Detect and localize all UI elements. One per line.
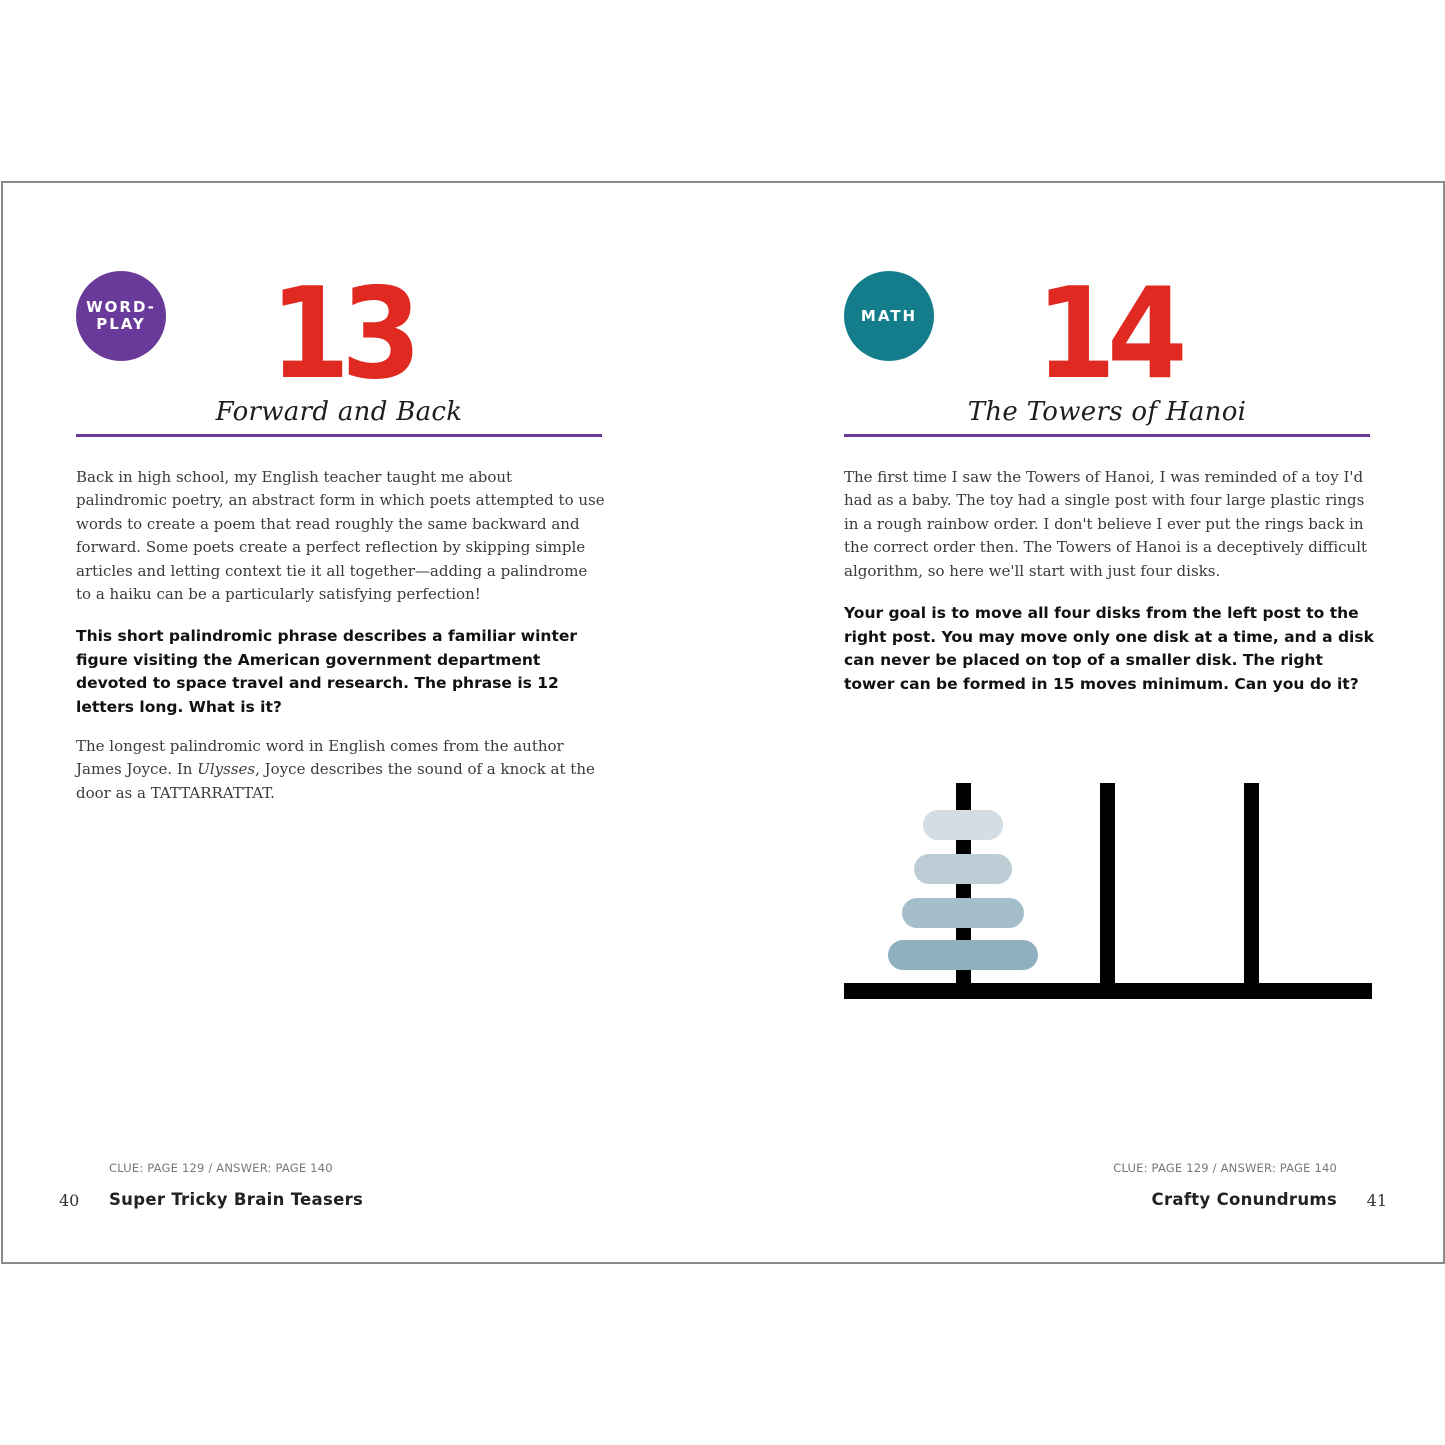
fact-text-after: , Joyce describes the sound of a knock at the door as a TATTARRATTAT. bbox=[76, 760, 595, 802]
page-number: 41 bbox=[1366, 1191, 1387, 1210]
book-title: Ulysses bbox=[197, 760, 256, 779]
badge-line-2: PLAY bbox=[96, 315, 146, 333]
intro-paragraph: The first time I saw the Towers of Hanoi, I was reminded of a toy I'd had as a baby. The toy had a single post with four large plastic rings in a rough rainbow order. I don't believe I ever put the rings back in the correct order then. The Towers of Hanoi is a deceptively difficult algorithm, so here we'll start with just four disks. bbox=[844, 468, 1368, 580]
book-spread bbox=[1, 181, 1445, 1264]
category-badge-math bbox=[844, 271, 934, 361]
category-badge-wordplay bbox=[76, 271, 166, 361]
disk-3 bbox=[902, 898, 1024, 928]
running-head: Crafty Conundrums bbox=[1151, 1190, 1337, 1209]
disk-2 bbox=[914, 854, 1012, 884]
running-head: Super Tricky Brain Teasers bbox=[109, 1190, 364, 1209]
towers-of-hanoi-illustration bbox=[844, 773, 1372, 1003]
puzzle-number: 14 bbox=[1035, 260, 1179, 407]
puzzle-title: The Towers of Hanoi bbox=[967, 397, 1247, 427]
puzzle-title: Forward and Back bbox=[215, 397, 463, 427]
puzzle-question: This short palindromic phrase describes a familiar winter figure visiting the American government department devoted to space travel and research. The phrase is 12 letters long. What is it? bbox=[76, 627, 578, 716]
intro-paragraph: Back in high school, my English teacher taught me about palindromic poetry, an abstract form in which poets attempted to use words to create a poem that read roughly the same backward and forward. Some poets create a perfect reflection by skipping simple articles and letting context tie it all together—adding a palindrome to a haiku can be a particularly satisfying perfection! bbox=[76, 468, 605, 604]
puzzle-number: 13 bbox=[269, 260, 413, 407]
fact-text-before: The longest palindromic word in English comes from the author James Joyce. In bbox=[76, 737, 564, 779]
disk-4 bbox=[888, 940, 1038, 970]
right-post bbox=[1244, 783, 1259, 991]
left-page bbox=[3, 183, 723, 1262]
title-rule bbox=[76, 434, 602, 437]
right-page bbox=[723, 183, 1443, 1262]
page-number: 40 bbox=[59, 1191, 80, 1210]
fact-paragraph bbox=[76, 735, 606, 805]
clue-reference: CLUE: PAGE 129 / ANSWER: PAGE 140 bbox=[109, 1161, 333, 1175]
badge-label: MATH bbox=[860, 306, 918, 325]
badge-line-1: WORD- bbox=[86, 298, 156, 316]
title-rule bbox=[844, 434, 1370, 437]
clue-reference: CLUE: PAGE 129 / ANSWER: PAGE 140 bbox=[1113, 1161, 1337, 1175]
puzzle-question: Your goal is to move all four disks from the left post to the right post. You may move only one disk at a time, and a disk can never be placed on top of a smaller disk. The right tower can be formed in 15 moves minimum. Can you do it? bbox=[844, 604, 1374, 693]
disk-1 bbox=[923, 810, 1003, 840]
middle-post bbox=[1100, 783, 1115, 991]
